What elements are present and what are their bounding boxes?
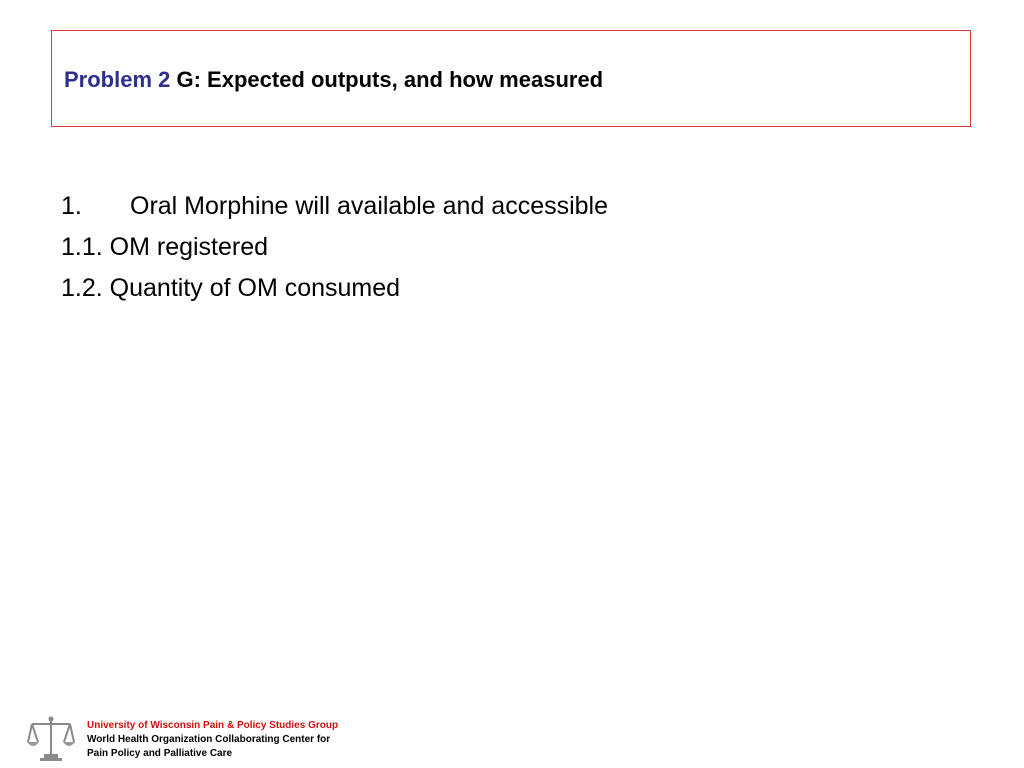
list-item-text: OM registered xyxy=(109,233,269,261)
footer-text xyxy=(87,719,338,761)
scales-of-justice-icon xyxy=(26,714,76,762)
list-item-text: Oral Morphine will available and accessible xyxy=(130,192,609,220)
list-item-number: 1.1. xyxy=(61,233,103,261)
title-rest: G: Expected outputs, and how measured xyxy=(176,67,604,92)
outputs-list xyxy=(61,186,608,309)
list-item-text: Quantity of OM consumed xyxy=(109,274,401,302)
footer-org-name: University of Wisconsin Pain & Policy Studies Group xyxy=(87,720,339,731)
footer-line-2: Pain Policy and Palliative Care xyxy=(87,748,233,759)
title-box xyxy=(51,30,971,127)
list-item xyxy=(61,227,608,268)
list-item xyxy=(61,186,608,227)
list-item-number: 1. xyxy=(61,192,82,220)
list-item xyxy=(61,268,608,309)
title-accent: Problem 2 xyxy=(64,67,171,92)
footer-line-1: World Health Organization Collaborating Center for xyxy=(87,734,331,745)
list-item-number: 1.2. xyxy=(61,274,103,302)
footer xyxy=(26,714,446,764)
slide-title xyxy=(64,67,603,93)
